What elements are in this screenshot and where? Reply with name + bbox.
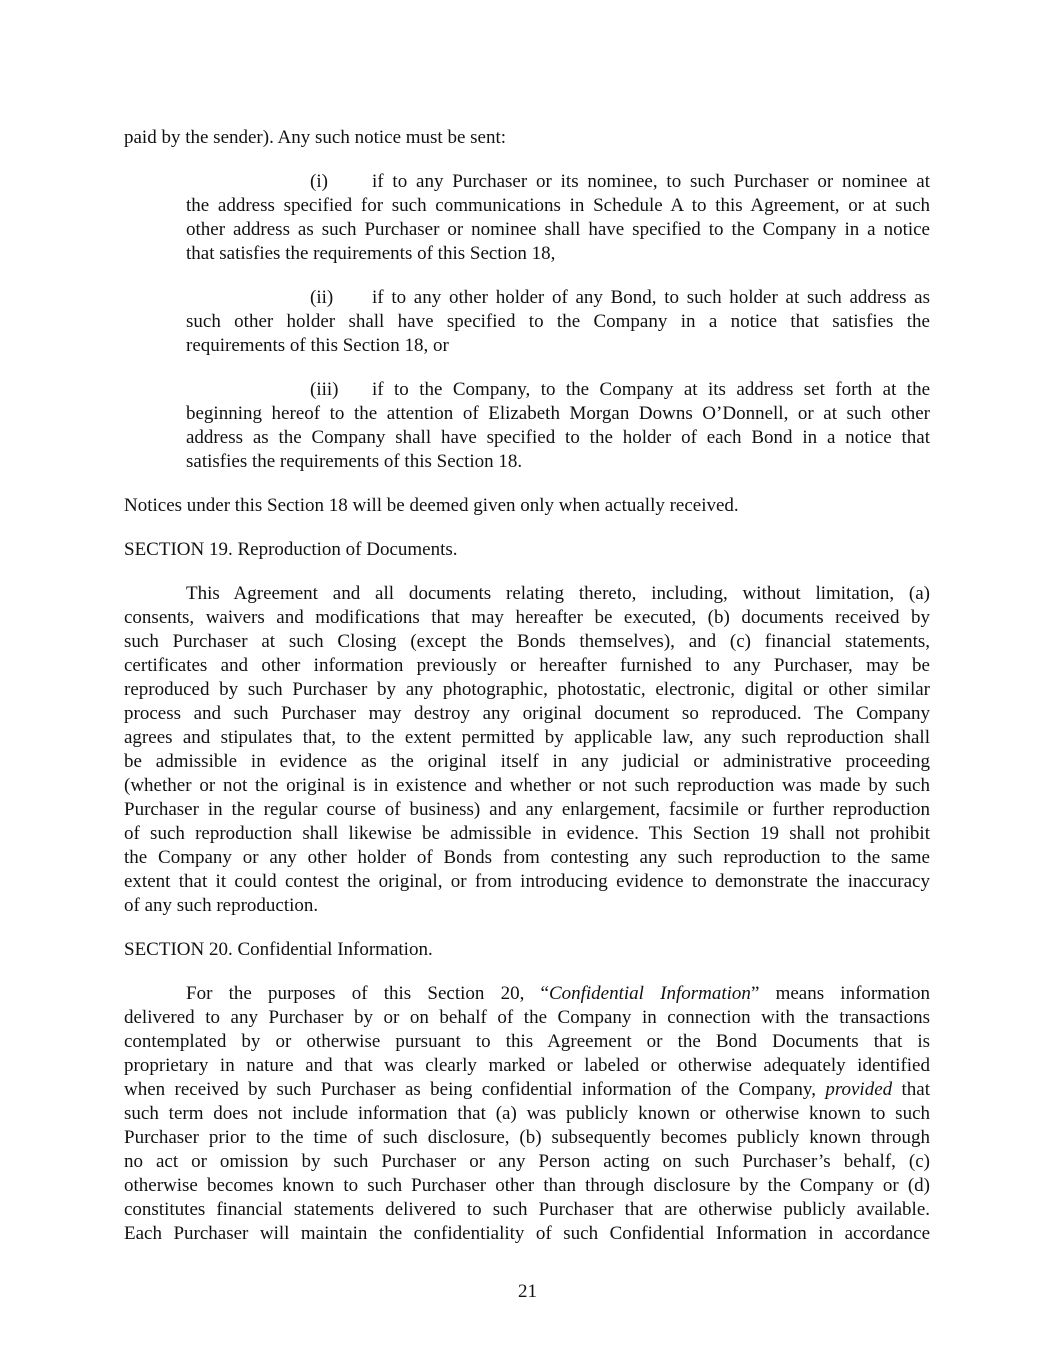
notice-item-i-line: other address as such Purchaser or nominee shall have specified to the Company in a notice <box>186 219 930 240</box>
section-19-heading: SECTION 19. Reproduction of Documents. <box>124 539 458 560</box>
defined-term-confidential-information: Confidential Information <box>548 983 751 1004</box>
section-20-line: constitutes financial statements delivered to such Purchaser that are otherwise publicly available. <box>124 1199 930 1220</box>
section-19-line: extent that it could contest the original, or from introducing evidence to demonstrate the inaccuracy <box>124 871 930 892</box>
section-19-line: certificates and other information previously or hereafter furnished to any Purchaser, may be <box>124 655 930 676</box>
section-20-line: Each Purchaser will maintain the confidentiality of such Confidential Information in accordance <box>124 1223 930 1244</box>
notice-item-ii-first-line: (ii) if to any other holder of any Bond, to such holder at such address as <box>310 287 930 308</box>
notice-item-i-line: the address specified for such communications in Schedule A to this Agreement, or at such <box>186 195 930 216</box>
section-20-provided-line: when received by such Purchaser as being confidential information of the Company, provided that <box>124 1079 931 1100</box>
section-20-line: no act or omission by such Purchaser or any Person acting on such Purchaser’s behalf, (c) <box>124 1151 930 1172</box>
section-20-line: contemplated by or otherwise pursuant to this Agreement or the Bond Documents that is <box>124 1031 930 1052</box>
term-provided: provided <box>825 1079 893 1100</box>
section-19-line: the Company or any other holder of Bonds from contesting any such reproduction to the same <box>124 847 930 868</box>
notice-item-iii-line: satisfies the requirements of this Section 18. <box>186 451 523 472</box>
notice-item-iii-first-line: (iii) if to the Company, to the Company at its address set forth at the <box>310 379 930 400</box>
section-20-line: such term does not include information that (a) was publicly known or otherwise known to such <box>124 1103 930 1124</box>
section-19-line: (whether or not the original is in existence and whether or not such reproduction was made by such <box>124 775 930 796</box>
section-20-first-line: For the purposes of this Section 20, “Confidential Information” means information <box>186 983 930 1004</box>
item-label: (ii) <box>310 287 334 308</box>
section-19-line: agrees and stipulates that, to the extent permitted by applicable law, any such reproduction shall <box>124 727 930 748</box>
section-19-line: This Agreement and all documents relating thereto, including, without limitation, (a) <box>186 583 930 604</box>
item-label: (i) <box>310 171 328 192</box>
section-19-line: of any such reproduction. <box>124 895 319 916</box>
notice-item-ii-line: such other holder shall have specified to the Company in a notice that satisfies the <box>186 311 930 332</box>
section-19-line: Purchaser in the regular course of business) and any enlargement, facsimile or further reproduction <box>124 799 930 820</box>
item-label: (iii) <box>310 379 339 400</box>
section-20-line: proprietary in nature and that was clearly marked or labeled or otherwise adequately identified <box>124 1055 930 1076</box>
page-number: 21 <box>518 1281 537 1302</box>
section-19-line: such Purchaser at such Closing (except the Bonds themselves), and (c) financial statements, <box>124 631 930 652</box>
section-19-line: consents, waivers and modifications that may hereafter be executed, (b) documents received by <box>124 607 930 628</box>
section-19-line: of such reproduction shall likewise be admissible in evidence. This Section 19 shall not prohibit <box>124 823 930 844</box>
section-19-line: be admissible in evidence as the original itself in any judicial or administrative proceeding <box>124 751 930 772</box>
section-20-line: otherwise becomes known to such Purchaser other than through disclosure by the Company or (d) <box>124 1175 930 1196</box>
notices-closing-line: Notices under this Section 18 will be deemed given only when actually received. <box>124 495 739 516</box>
section-19-line: process and such Purchaser may destroy any original document so reproduced. The Company <box>124 703 930 724</box>
section-19-line: reproduced by such Purchaser by any photographic, photostatic, electronic, digital or other similar <box>124 679 930 700</box>
intro-line: paid by the sender). Any such notice must be sent: <box>124 127 507 148</box>
notice-item-iii-line: beginning hereof to the attention of Elizabeth Morgan Downs O’Donnell, or at such other <box>186 403 930 424</box>
section-20-line: delivered to any Purchaser by or on behalf of the Company in connection with the transactions <box>124 1007 930 1028</box>
section-20-line: Purchaser prior to the time of such disclosure, (b) subsequently becomes publicly known through <box>124 1127 930 1148</box>
notice-item-iii-line: address as the Company shall have specified to the holder of each Bond in a notice that <box>186 427 930 448</box>
section-20-heading: SECTION 20. Confidential Information. <box>124 939 433 960</box>
notice-item-ii-line: requirements of this Section 18, or <box>186 335 449 356</box>
notice-item-i-first-line: (i) if to any Purchaser or its nominee, to such Purchaser or nominee at <box>310 171 930 192</box>
notice-item-i-line: that satisfies the requirements of this Section 18, <box>186 243 556 264</box>
